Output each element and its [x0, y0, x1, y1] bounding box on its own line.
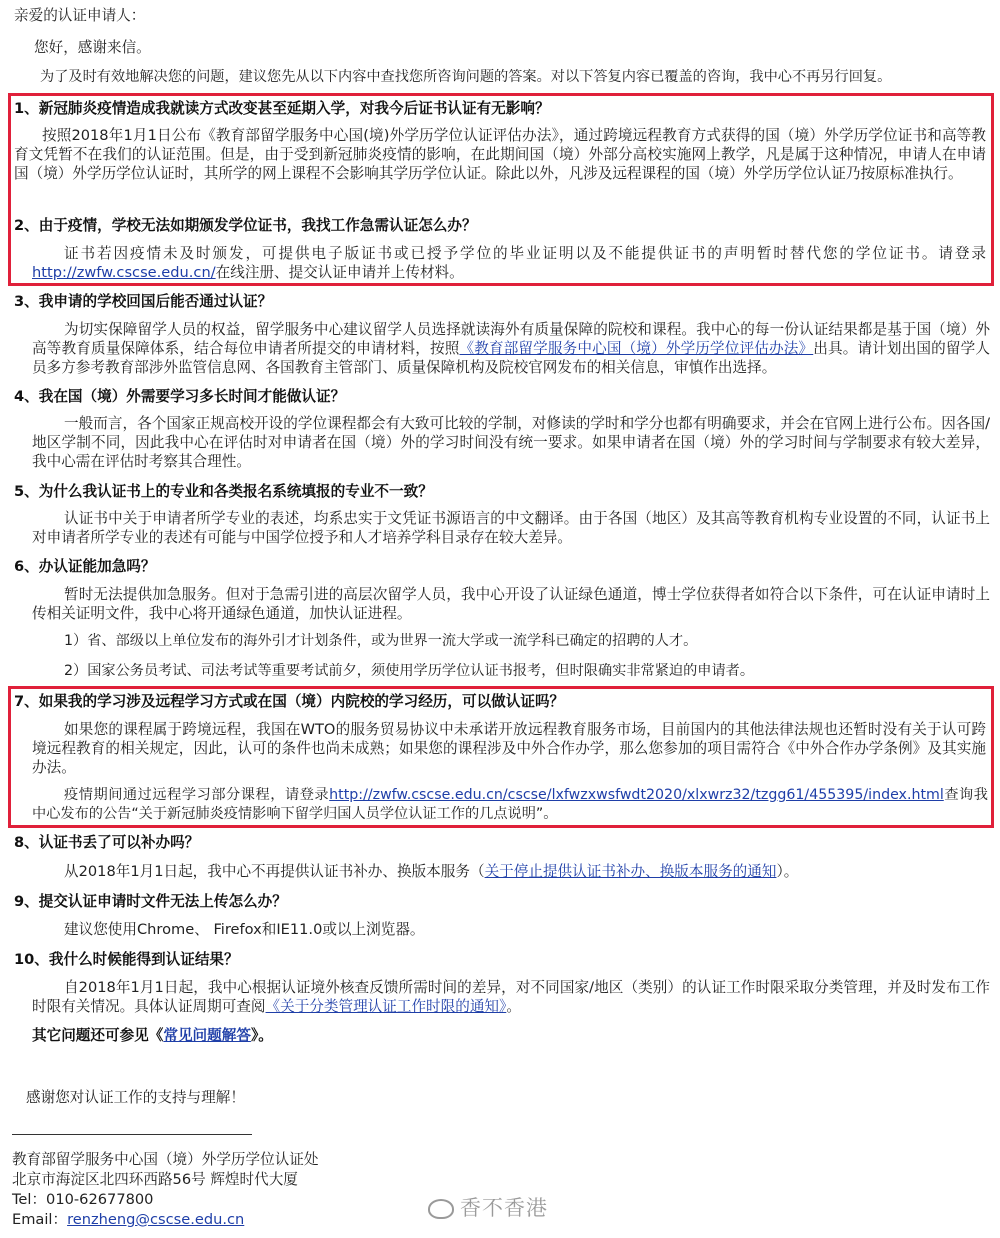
- signature-org: 教育部留学服务中心国（境）外学历学位认证处: [12, 1151, 319, 1168]
- intro-paragraph: 为了及时有效地解决您的问题，建议您先从以下内容中查找您所咨询问题的答案。对以下答复内容已覆盖的咨询，我中心不再另行回复。: [40, 69, 892, 85]
- faq-answer-9: 建议您使用Chrome、 Firefox和IE11.0或以上浏览器。: [64, 921, 425, 938]
- faq-question-7: 7、如果我的学习涉及远程学习方式或在国（境）内院校的学习经历，可以做认证吗？: [14, 693, 565, 710]
- time-limit-notice-link[interactable]: 《关于分类管理认证工作时限的通知》: [265, 998, 507, 1015]
- greeting: 亲爱的认证申请人：: [14, 7, 146, 24]
- faq-6-condition-1: 1）省、部级以上单位发布的海外引才计划条件，或为世界一流大学或一流学科已确定的招聘的人才。: [64, 633, 698, 649]
- faq-answer-7-notice: 疫情期间通过远程学习部分课程，请登录http://zwfw.cscse.edu.cn/cscse/lxfwzxwsfwdt2020/xlxwrz32/tzgg61/455395/index.html查询我中心发布的公告“关于新冠肺炎疫情影响下留学归国人员学位认证工作的几点说明”。: [32, 787, 988, 822]
- faq-question-4: 4、我在国（境）外需要学习多长时间才能做认证？: [14, 388, 346, 405]
- stop-reissue-notice-link[interactable]: 关于停止提供认证书补办、换版本服务的通知: [484, 863, 777, 880]
- common-faq-link[interactable]: 常见问题解答: [163, 1027, 251, 1044]
- email-link[interactable]: renzheng@cscse.edu.cn: [67, 1211, 245, 1228]
- weibo-logo-icon: [428, 1199, 454, 1219]
- signature-address: 北京市海淀区北四环西路56号 辉煌时代大厦: [12, 1171, 298, 1188]
- covid-notice-link[interactable]: http://zwfw.cscse.edu.cn/cscse/lxfwzxwsfwdt2020/xlxwrz32/tzgg61/455395/index.html: [329, 787, 944, 803]
- faq-answer-8: 从2018年1月1日起，我中心不再提供认证书补办、换版本服务（关于停止提供认证书补办、换版本服务的通知）。: [64, 863, 799, 880]
- faq-answer-7: 如果您的课程属于跨境远程，我国在WTO的服务贸易协议中未承诺开放远程教育服务市场，目前国内的其他法律法规也还暂时没有关于认可跨境远程教育的相关规定，因此，认可的条件也尚未成熟；如果您的课程涉及中外合作办学，那么您参加的项目需符合《中外合作办学条例》及其实施办法。: [32, 721, 986, 776]
- faq-answer-2: 证书若因疫情未及时颁发，可提供电子版证书或已授予学位的毕业证明以及不能提供证书的声明暂时替代您的学位证书。请登录http://zwfw.cscse.edu.cn/在线注册、提交认证申请并上传材料。: [32, 245, 986, 281]
- faq-question-2: 2、由于疫情，学校无法如期颁发学位证书，我找工作急需认证怎么办？: [14, 217, 477, 234]
- faq-answer-10: 自2018年1月1日起，我中心根据认证境外核查反馈所需时间的差异，对不同国家/地区（类别）的认证工作时限采取分类管理，并及时发布工作时限有关情况。具体认证周期可查阅《关于分类管理认证工作时限的通知》。: [32, 979, 990, 1015]
- faq-question-9: 9、提交认证申请时文件无法上传怎么办？: [14, 893, 287, 910]
- other-questions-line: 其它问题还可参见《常见问题解答》。: [32, 1027, 273, 1044]
- faq-question-5: 5、为什么我认证书上的专业和各类报名系统填报的专业不一致？: [14, 483, 433, 500]
- faq-answer-6: 暂时无法提供加急服务。但对于急需引进的高层次留学人员，我中心开设了认证绿色通道，博士学位获得者如符合以下条件，可在认证申请时上传相关证明文件，我中心将开通绿色通道，加快认证进程。: [32, 586, 990, 622]
- faq-question-8: 8、认证书丢了可以补办吗？: [14, 834, 200, 851]
- faq-answer-1: 按照2018年1月1日公布《教育部留学服务中心国(境)外学历学位认证评估办法》，通过跨境远程教育方式获得的国（境）外学历学位证书和高等教育文凭暂不在我们的认证范围。但是，由于受到新冠肺炎疫情的影响，在此期间国（境）外部分高校实施网上教学，凡是属于这种情况，申请人在申请国（境）外学历学位认证时，其所学的网上课程不会影响其学历学位认证。除此以外，凡涉及远程课程的国（境）外学历学位认证乃按原标准执行。: [14, 127, 986, 182]
- faq-answer-5: 认证书中关于申请者所学专业的表述，均系忠实于文凭证书源语言的中文翻译。由于各国（地区）及其高等教育机构专业设置的不同，认证书上对申请者所学专业的表述有可能与中国学位授予和人才培养学科目录存在较大差异。: [32, 510, 990, 546]
- faq-answer-4: 一般而言，各个国家正规高校开设的学位课程都会有大致可比较的学制，对修读的学时和学分也都有明确要求，并会在官网上进行公布。因各国/地区学制不同，因此我中心在评估时对申请者在国（境）外的学习时间没有统一要求。如果申请者在国（境）外的学习时间与学制要求有较大差异，我中心需在评估时考察其合理性。: [32, 415, 990, 470]
- faq-question-1: 1、新冠肺炎疫情造成我就读方式改变甚至延期入学，对我今后证书认证有无影响？: [14, 100, 550, 117]
- zwfw-link[interactable]: http://zwfw.cscse.edu.cn/: [32, 264, 216, 281]
- faq-question-6: 6、办认证能加急吗？: [14, 558, 156, 575]
- faq-6-condition-2: 2）国家公务员考试、司法考试等重要考试前夕，须使用学历学位认证书报考，但时限确实非常紧迫的申请者。: [64, 663, 755, 679]
- signature-email-line: Email：renzheng@cscse.edu.cn: [12, 1211, 245, 1228]
- evaluation-measures-link[interactable]: 《教育部留学服务中心国（境）外学历学位评估办法》: [459, 340, 814, 357]
- hello-line: 您好，感谢来信。: [34, 39, 151, 56]
- signature-tel: Tel：010-62677800: [12, 1191, 154, 1208]
- thanks-line: 感谢您对认证工作的支持与理解！: [26, 1089, 245, 1106]
- faq-question-10: 10、我什么时候能得到认证结果？: [14, 951, 239, 968]
- weibo-watermark: 香不香港: [428, 1199, 548, 1219]
- faq-question-3: 3、我申请的学校回国后能否通过认证？: [14, 293, 273, 310]
- signature-divider: [12, 1134, 252, 1135]
- faq-answer-3: 为切实保障留学人员的权益，留学服务中心建议留学人员选择就读海外有质量保障的院校和课程。我中心的每一份认证结果都是基于国（境）外高等教育质量保障体系，结合每位申请者所提交的申请材料，按照《教育部留学服务中心国（境）外学历学位评估办法》出具。请计划出国的留学人员多方参考教育部涉外监管信息网、各国教育主管部门、质量保障机构及院校官网发布的相关信息，审慎作出选择。: [32, 321, 990, 376]
